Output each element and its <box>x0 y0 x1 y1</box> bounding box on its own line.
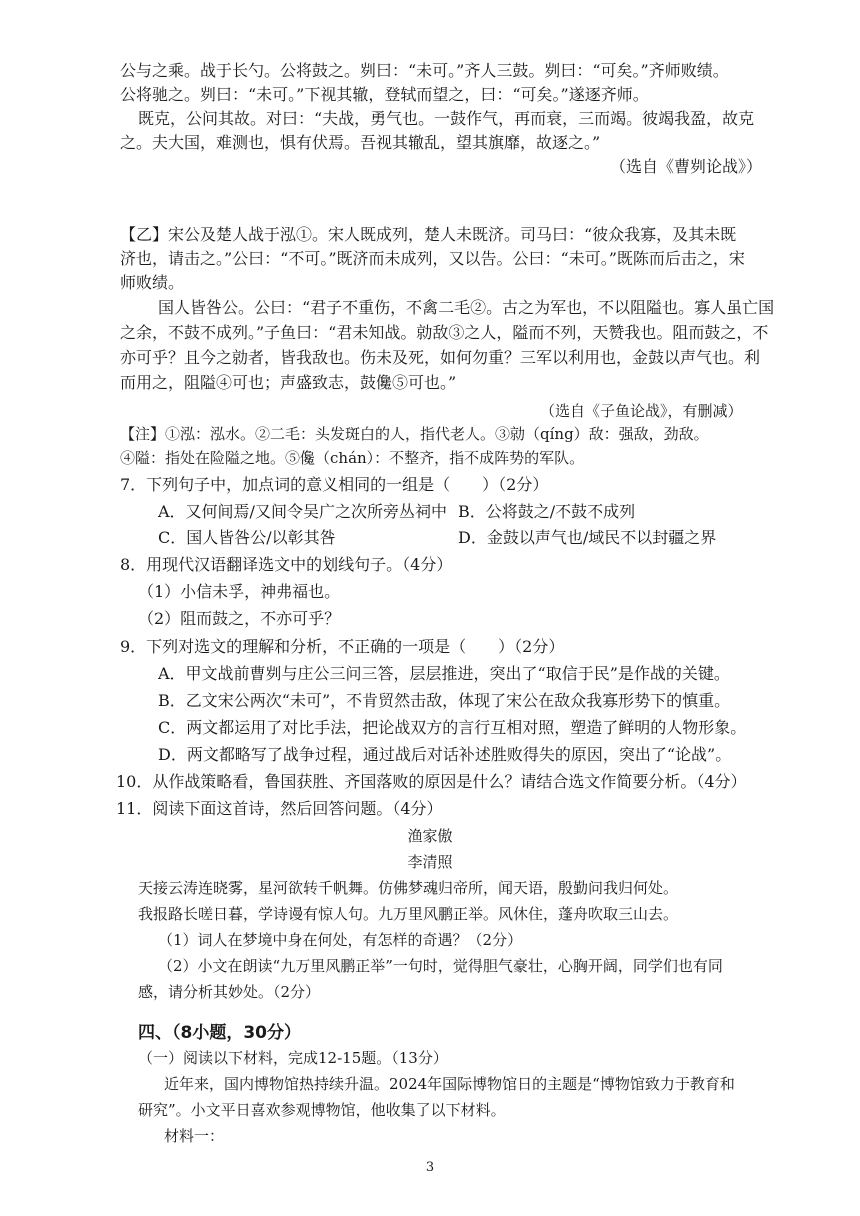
q8-sentence-1: （1）小信未孚，神弗福也。 <box>138 582 341 601</box>
q7-option-d: D．金鼓以声气也/域民不以封疆之界 <box>458 528 717 547</box>
q7-stem: 7．下列句子中，加点词的意义相同的一组是（ ）（2分） <box>120 475 549 494</box>
poem-line-1: 天接云涛连晓雾，星河欲转千帆舞。仿佛梦魂归帝所，闻天语，殷勤问我归何处。 <box>138 879 679 897</box>
section-4-intro-line-2: 研究”。小文平日喜欢参观博物馆，他收集了以下材料。 <box>138 1101 506 1119</box>
q9-option-d: D．两文都略写了战争过程，通过战后对话补述胜败得失的原因，突出了“论战”。 <box>158 745 732 764</box>
poem-title: 渔家傲 <box>407 827 453 845</box>
yi-line-3: 师败绩。 <box>120 273 185 292</box>
q7-option-c: C．国人皆咎公/以彰其咎 <box>158 528 336 547</box>
q11-sub-2-line-2: 感，请分析其妙处。（2分） <box>138 983 321 1001</box>
poem-author: 李清照 <box>407 853 453 871</box>
yi-line-5: 之余，不鼓不成列。”子鱼曰：“君未知战。勍敌③之人，隘而不列，天赞我也。阻而鼓之，不 <box>120 323 769 342</box>
jia-line-1: 公与之乘。战于长勺。公将鼓之。刿曰：“未可。”齐人三鼓。刿曰：“可矣。”齐师败绩。 <box>120 61 729 80</box>
poem-line-2: 我报路长嗟日暮，学诗谩有惊人句。九万里风鹏正举。风休住，蓬舟吹取三山去。 <box>138 905 679 923</box>
jia-line-3: 既克，公问其故。对曰：“夫战，勇气也。一鼓作气，再而衰，三而竭。彼竭我盈，故克 <box>138 109 755 128</box>
q9-option-a: A．甲文战前曹刿与庄公三问三答，层层推进，突出了“取信于民”是作战的关键。 <box>158 664 730 683</box>
jia-line-4: 之。夫大国，难测也，惧有伏焉。吾视其辙乱，望其旗靡，故逐之。” <box>120 133 601 152</box>
material-1-label: 材料一： <box>164 1127 225 1145</box>
q9-option-c: C．两文都运用了对比手法，把论战双方的言行互相对照，塑造了鲜明的人物形象。 <box>158 718 747 737</box>
yi-line-2: 济也，请击之。”公曰：“不可。”既济而未成列，又以告。公曰：“未可。”既陈而后击之，宋 <box>120 249 745 268</box>
notes-line-1: 【注】①泓：泓水。②二毛：头发斑白的人，指代老人。③勍（qíng）敌：强敌，劲敌。 <box>120 425 709 443</box>
yi-line-1: 【乙】宋公及楚人战于泓①。宋人既成列，楚人未既济。司马曰：“彼众我寡，及其未既 <box>120 225 737 244</box>
yi-line-4: 国人皆咎公。公曰：“君子不重伤，不禽二毛②。古之为军也，不以阻隘也。寡人虽亡国 <box>158 298 775 317</box>
yi-line-6: 亦可乎？且今之勍者，皆我敌也。伤未及死，如何勿重？三军以利用也，金鼓以声气也。利 <box>120 348 761 367</box>
jia-line-2: 公将驰之。刿曰：“未可。”下视其辙，登轼而望之，曰：“可矣。”遂逐齐师。 <box>120 85 649 104</box>
q7-option-b: B．公将鼓之/不鼓不成列 <box>458 502 636 521</box>
q9-stem: 9．下列对选文的理解和分析，不正确的一项是（ ）（2分） <box>120 637 565 656</box>
section-4-intro-line-1: 近年来，国内博物馆热持续升温。2024年国际博物馆日的主题是“博物馆致力于教育和 <box>164 1075 735 1093</box>
q9-option-b: B．乙文宋公两次“未可”，不肯贸然击敌，体现了宋公在敌众我寡形势下的慎重。 <box>158 691 731 710</box>
jia-source: （选自《曹刿论战》） <box>610 157 763 176</box>
q10-stem: 10．从作战策略看，鲁国获胜、齐国落败的原因是什么？请结合选文作简要分析。（4分） <box>116 772 747 791</box>
section-4-part-1: （一）阅读以下材料，完成12-15题。（13分） <box>138 1049 448 1067</box>
q11-sub-1: （1）词人在梦境中身在何处，有怎样的奇遇？（2分） <box>158 931 523 949</box>
q7-option-a: A．又何间焉/又间令吴广之次所旁丛祠中 <box>158 502 447 521</box>
q11-stem: 11．阅读下面这首诗，然后回答问题。（4分） <box>116 799 443 818</box>
q11-sub-2-line-1: （2）小文在朗读“九万里风鹏正举”一句时，觉得胆气豪壮，心胸开阔，同学们也有同 <box>158 957 723 975</box>
notes-line-2: ④隘：指处在险隘之地。⑤儳（chán）：不整齐，指不成阵势的军队。 <box>120 449 585 467</box>
page-number: 3 <box>425 1160 435 1175</box>
yi-line-7: 而用之，阻隘④可也；声盛致志，鼓儳⑤可也。” <box>120 373 457 392</box>
section-4-heading: 四、（8小题，30分） <box>138 1023 301 1043</box>
q8-sentence-2: （2）阻而鼓之，不亦可乎？ <box>138 609 341 628</box>
q8-stem: 8．用现代汉语翻译选文中的划线句子。（4分） <box>120 555 453 574</box>
yi-source: （选自《子鱼论战》，有删减） <box>540 402 743 420</box>
